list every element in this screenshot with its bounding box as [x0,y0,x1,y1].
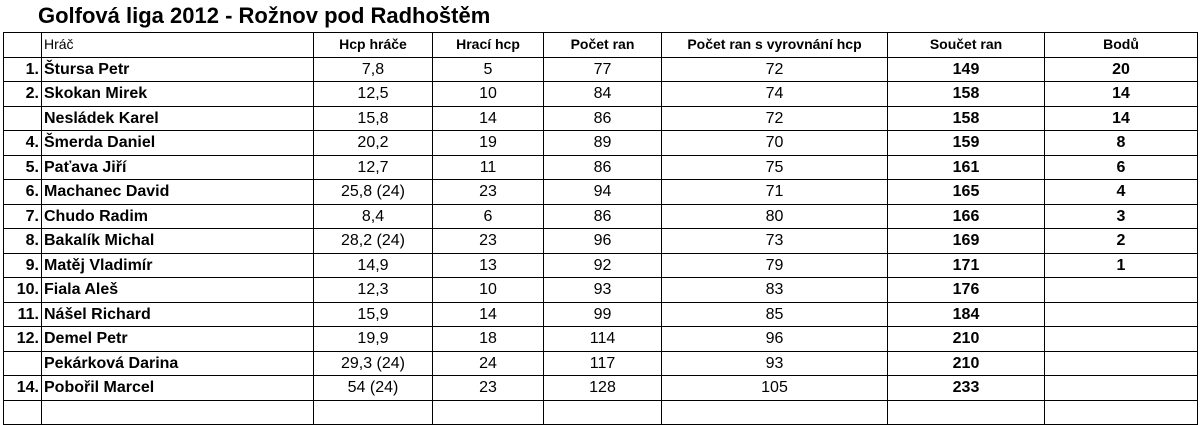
cell-total: 176 [888,278,1045,303]
cell-player: Štursa Petr [42,57,314,82]
header-row [4,33,1198,58]
cell-playing-hcp: 19 [433,131,544,156]
cell-hcp: 7,8 [314,57,433,82]
cell-points: 1 [1045,253,1198,278]
cell-total: 159 [888,131,1045,156]
cell-rank: 10. [4,278,42,303]
cell-hcp: 12,5 [314,82,433,107]
cell-playing-hcp: 14 [433,302,544,327]
cell-strokes: 86 [544,106,662,131]
cell-player: Bakalík Michal [42,229,314,254]
cell-points [1045,376,1198,401]
cell-hcp: 25,8 (24) [314,180,433,205]
cell-strokes: 117 [544,351,662,376]
cell-playing-hcp: 24 [433,351,544,376]
table-row [4,376,1198,401]
header-points: Bodů [1045,33,1198,58]
cell-playing-hcp: 23 [433,376,544,401]
header-strokes: Počet ran [544,33,662,58]
cell-net-strokes: 75 [662,155,888,180]
cell-points: 8 [1045,131,1198,156]
cell-net-strokes [662,400,888,425]
cell-player: Demel Petr [42,327,314,352]
cell-hcp: 54 (24) [314,376,433,401]
table-row [4,278,1198,303]
cell-total: 233 [888,376,1045,401]
table-row [4,180,1198,205]
cell-rank: 7. [4,204,42,229]
table-row [4,204,1198,229]
cell-total: 161 [888,155,1045,180]
cell-rank: 11. [4,302,42,327]
header-hcp: Hcp hráče [314,33,433,58]
cell-playing-hcp: 10 [433,278,544,303]
results-table [3,32,1198,425]
header-total: Součet ran [888,33,1045,58]
cell-rank: 1. [4,57,42,82]
cell-points: 20 [1045,57,1198,82]
cell-strokes: 89 [544,131,662,156]
table-row [4,302,1198,327]
cell-hcp: 15,8 [314,106,433,131]
cell-playing-hcp: 23 [433,180,544,205]
cell-playing-hcp: 14 [433,106,544,131]
cell-strokes: 93 [544,278,662,303]
cell-net-strokes: 79 [662,253,888,278]
cell-points [1045,327,1198,352]
cell-points: 6 [1045,155,1198,180]
cell-strokes: 99 [544,302,662,327]
page-title: Golfová liga 2012 - Rožnov pod Radhoštěm [38,3,491,28]
cell-hcp: 12,3 [314,278,433,303]
cell-net-strokes: 70 [662,131,888,156]
cell-player: Matěj Vladimír [42,253,314,278]
cell-strokes [544,400,662,425]
cell-playing-hcp: 6 [433,204,544,229]
cell-net-strokes: 105 [662,376,888,401]
cell-strokes: 77 [544,57,662,82]
cell-player: Pobořil Marcel [42,376,314,401]
cell-rank: 12. [4,327,42,352]
cell-rank: 14. [4,376,42,401]
cell-playing-hcp: 11 [433,155,544,180]
cell-rank [4,400,42,425]
cell-player: Chudo Radim [42,204,314,229]
cell-player: Paťava Jiří [42,155,314,180]
cell-points: 2 [1045,229,1198,254]
cell-hcp: 29,3 (24) [314,351,433,376]
header-playing-hcp: Hrací hcp [433,33,544,58]
cell-net-strokes: 80 [662,204,888,229]
cell-total [888,400,1045,425]
cell-strokes: 86 [544,155,662,180]
cell-total: 165 [888,180,1045,205]
cell-rank [4,106,42,131]
cell-net-strokes: 74 [662,82,888,107]
table-row [4,106,1198,131]
cell-hcp: 28,2 (24) [314,229,433,254]
cell-net-strokes: 85 [662,302,888,327]
cell-playing-hcp: 18 [433,327,544,352]
cell-player: Šmerda Daniel [42,131,314,156]
cell-strokes: 94 [544,180,662,205]
cell-points [1045,278,1198,303]
header-player: Hráč [42,33,314,58]
table-row [4,155,1198,180]
cell-rank: 6. [4,180,42,205]
cell-playing-hcp: 5 [433,57,544,82]
cell-playing-hcp [433,400,544,425]
cell-rank: 9. [4,253,42,278]
cell-total: 158 [888,106,1045,131]
cell-net-strokes: 73 [662,229,888,254]
cell-strokes: 114 [544,327,662,352]
cell-rank: 8. [4,229,42,254]
cell-hcp: 8,4 [314,204,433,229]
table-row [4,57,1198,82]
cell-hcp: 20,2 [314,131,433,156]
cell-net-strokes: 93 [662,351,888,376]
cell-net-strokes: 72 [662,106,888,131]
cell-points [1045,400,1198,425]
cell-total: 184 [888,302,1045,327]
cell-total: 171 [888,253,1045,278]
cell-total: 149 [888,57,1045,82]
cell-total: 210 [888,327,1045,352]
cell-strokes: 96 [544,229,662,254]
table-row [4,229,1198,254]
table-row [4,327,1198,352]
cell-player: Nášel Richard [42,302,314,327]
cell-hcp: 12,7 [314,155,433,180]
cell-hcp [314,400,433,425]
cell-points: 4 [1045,180,1198,205]
header-rank [4,33,42,58]
cell-player: Machanec David [42,180,314,205]
table-row [4,351,1198,376]
header-net-strokes: Počet ran s vyrovnání hcp [662,33,888,58]
cell-playing-hcp: 10 [433,82,544,107]
cell-player: Nesládek Karel [42,106,314,131]
table-row [4,82,1198,107]
cell-net-strokes: 96 [662,327,888,352]
cell-strokes: 128 [544,376,662,401]
cell-total: 166 [888,204,1045,229]
cell-strokes: 86 [544,204,662,229]
cell-total: 169 [888,229,1045,254]
cell-playing-hcp: 23 [433,229,544,254]
cell-net-strokes: 71 [662,180,888,205]
table-row [4,400,1198,425]
cell-total: 158 [888,82,1045,107]
table-row [4,253,1198,278]
cell-points: 14 [1045,82,1198,107]
cell-playing-hcp: 13 [433,253,544,278]
cell-net-strokes: 72 [662,57,888,82]
cell-hcp: 15,9 [314,302,433,327]
cell-rank: 2. [4,82,42,107]
cell-hcp: 14,9 [314,253,433,278]
cell-points: 3 [1045,204,1198,229]
cell-player: Pekárková Darina [42,351,314,376]
cell-total: 210 [888,351,1045,376]
cell-hcp: 19,9 [314,327,433,352]
cell-rank: 5. [4,155,42,180]
cell-rank [4,351,42,376]
cell-points [1045,351,1198,376]
cell-player: Skokan Mirek [42,82,314,107]
table-row [4,131,1198,156]
cell-net-strokes: 83 [662,278,888,303]
cell-points [1045,302,1198,327]
cell-strokes: 92 [544,253,662,278]
cell-points: 14 [1045,106,1198,131]
cell-player [42,400,314,425]
cell-rank: 4. [4,131,42,156]
cell-player: Fiala Aleš [42,278,314,303]
cell-strokes: 84 [544,82,662,107]
